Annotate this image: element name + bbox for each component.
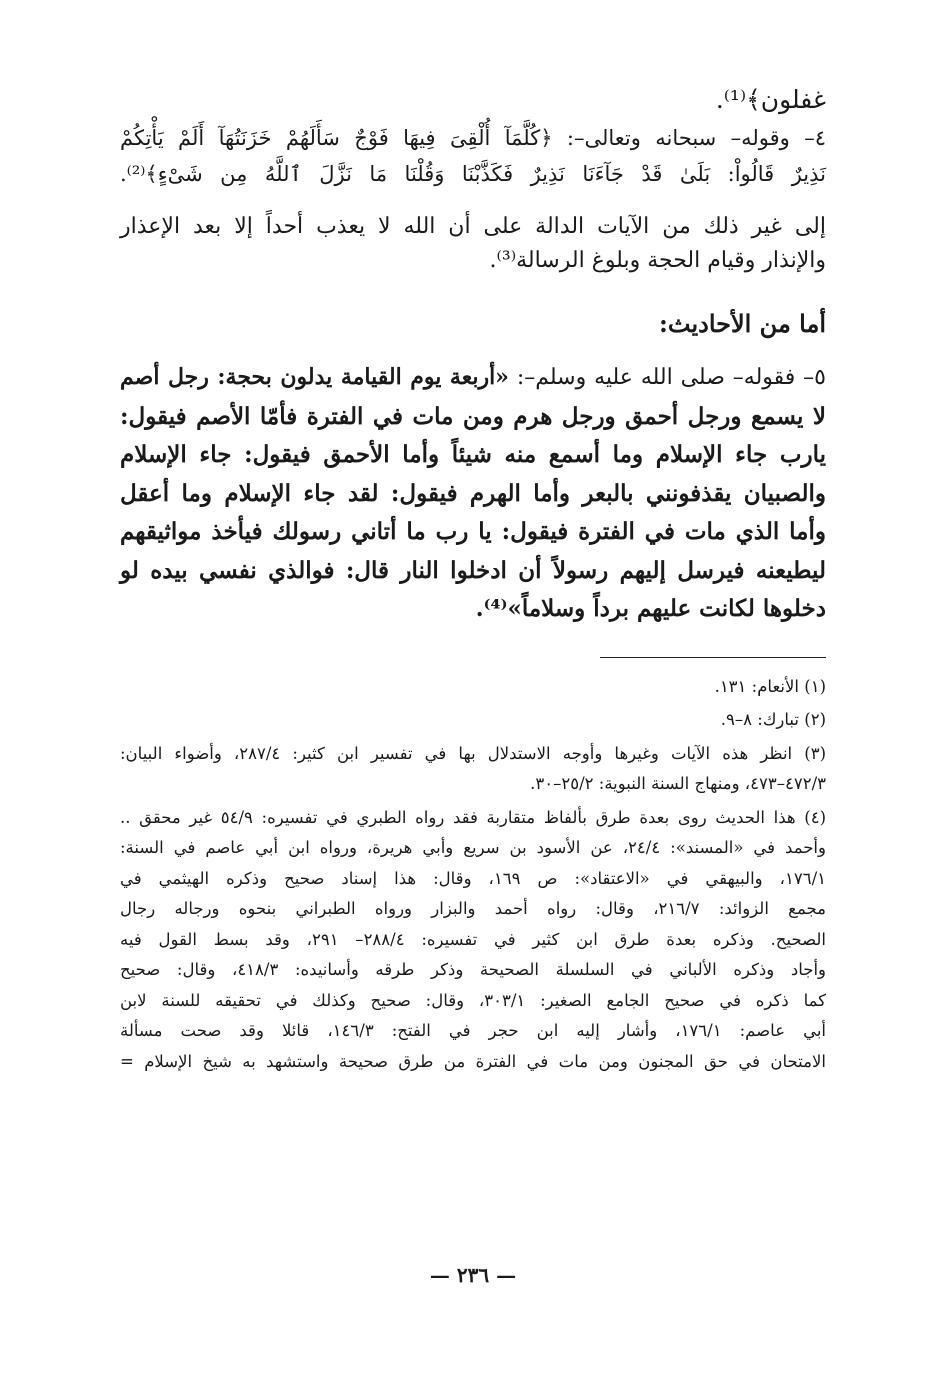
verse-ending: غفلون﴾⁽¹⁾.: [715, 85, 826, 114]
hadith-line: وأما الذي مات في الفترة فيقول: يا رب ما أتاني رسولك فيأخذ مواثيقهم: [120, 518, 826, 545]
page-body: [120, 80, 826, 1379]
hadith-line: يارب جاء الإسلام وما أسمع منه شيئاً وأما الأحمق فيقول: جاء الإسلام: [120, 441, 826, 468]
hadith-line: ليطيعنه فيرسل إليهم رسولاً أن ادخلوا النار قال: فوالذي نفسي بيده لو: [120, 556, 826, 584]
footnote-line: كما ذكره في صحيح الجامع الصغير: ٣٠٣/١، وقال: صحيح وكذلك في تحقيقه للسنة لابن: [120, 990, 826, 1010]
footnote-line: الصحيح. وذكره بعدة طرق ابن كثير في تفسيره: ٢٨٨/٤– ٢٩١، وقد بسط القول فيه: [120, 929, 826, 949]
footnote-line: ١٧٦/١، والبيهقي في «الاعتقاد»: ص ١٦٩، وقال: هذا إسناد صحيح وذكره الهيثمي في: [120, 868, 826, 888]
footnote-line: وأحمد في «المسند»: ٢٤/٤، عن الأسود بن سريع وأبي هريرة، ورواه ابن أبي عاصم في السنة:: [120, 838, 826, 857]
section-heading: أما من الأحاديث:: [659, 309, 826, 338]
footnote-line: ٤٧٢/٣–٤٧٣، ومنهاج السنة النبوية: ٢٥/٢–٣٠.: [530, 774, 826, 793]
hadith-line: والصبيان يقذفونني بالبعر وأما الهرم فيقول: لقد جاء الإسلام وما أعقل: [120, 479, 826, 507]
footnote-line: (٢) تبارك: ٨–٩.: [720, 710, 826, 729]
footnote-line: مجمع الزوائد: ٢١٦/٧، وقال: رواه أحمد والبزار ورواه الطبراني بنحوه ورجاله رجال: [120, 899, 826, 918]
footnote-line: (٤) هذا الحديث روى بعدة طرق بألفاظ متقاربة فقد رواه الطبري في تفسيره: ٥٤/٩ غير محقق ..: [120, 807, 826, 827]
hadith-line: دخلوها لكانت عليهم برداً وسلاماً»⁽⁴⁾.: [475, 595, 826, 622]
verse-line: نَذِيرٌ قَالُواْ: بَلَىٰ قَدْ جَآءَنَا نَذِيرٌ فَكَذَّبْنَا وَقُلْنَا مَا نَزَّلَ ٱللَّهُ مِن شَىْءٍ﴾⁽²⁾.: [120, 162, 826, 186]
footnote-line: (١) الأنعام: ١٣١.: [714, 676, 826, 696]
footnote-divider: [600, 657, 826, 658]
footnote-line: الامتحان في حق المجنون ومن مات في الفترة من طرق صحيحة واستشهد به شيخ الإسلام =: [120, 1051, 826, 1071]
paragraph-line: إلى غير ذلك من الآيات الدالة على أن الله لا يعذب أحداً إلا بعد الإعذار: [120, 214, 826, 239]
footnote-4: [120, 803, 826, 1078]
paragraph-line: والإنذار وقيام الحجة وبلوغ الرسالة⁽³⁾.: [489, 248, 826, 273]
hadith-block: [120, 358, 826, 629]
footnote-1: [120, 672, 826, 703]
footnote-3: [120, 739, 826, 800]
footnotes: [120, 672, 826, 1078]
footnote-line: (٣) انظر هذه الآيات وغيرها وأوجه الاستدلال بها في تفسير ابن كثير: ٢٨٧/٤، وأضواء البيان:: [120, 743, 826, 763]
paragraph: [120, 210, 826, 278]
footnote-2: [120, 705, 826, 736]
verse-block: [120, 120, 826, 192]
page-number: — ٢٣٦ —: [429, 1263, 517, 1287]
hadith-text: «أربعة يوم القيامة يدلون بحجة: رجل أصم: [120, 364, 509, 390]
footnote-line: وأجاد وذكره الألباني في السلسلة الصحيحة وذكر طرقه وأسانيده: ٤١٨/٣، وقال: صحيح: [120, 960, 826, 979]
verse-line: ٤– وقوله– سبحانه وتعالى–: ﴿كُلَّمَآ أُلْقِىَ فِيهَا فَوْجٌ سَأَلَهُمْ خَزَنَتُهَآ أَلَمْ يَأْتِكُمْ: [120, 126, 826, 150]
hadith-line: [120, 358, 826, 398]
footnote-line: أبي عاصم: ١٧٦/١، وأشار إليه ابن حجر في الفتح: ١٤٦/٣، قائلا وقد صحت مسألة: [120, 1021, 827, 1040]
hadith-line: لا يسمع ورجل أحمق ورجل هرم ومن مات في الفترة فأمّا الأصم فيقول:: [120, 402, 826, 430]
hadith-intro: ٥– فقوله– صلى الله عليه وسلم–:: [508, 365, 826, 390]
